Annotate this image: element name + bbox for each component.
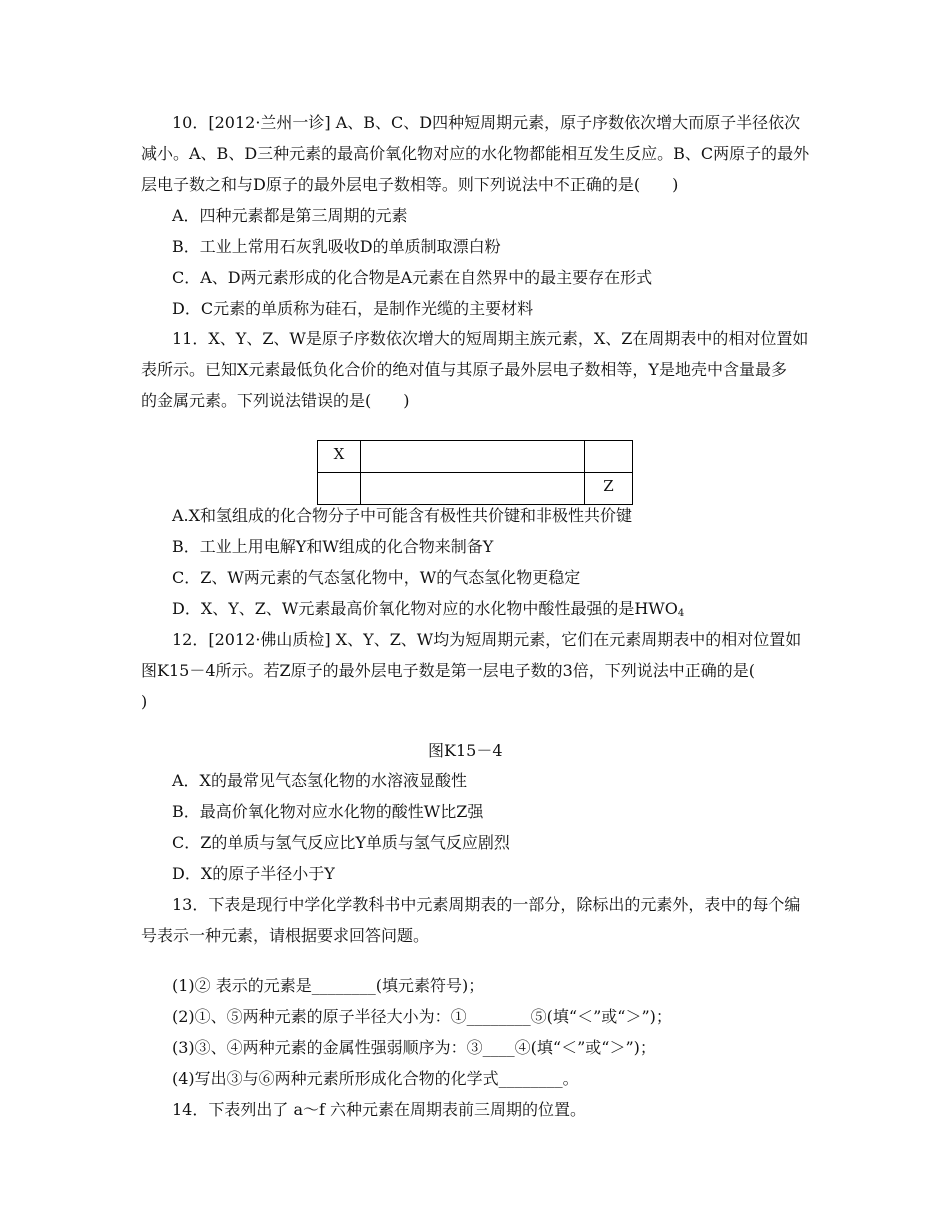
q13-stem-line-1: 13．下表是现行中学化学教科书中元素周期表的一部分，除标出的元素外，表中的每个编 bbox=[172, 895, 801, 914]
table-cell-z bbox=[585, 473, 633, 505]
table-cell-empty bbox=[318, 473, 361, 505]
q14-stem-line-1: 14．下表列出了 a～f 六种元素在周期表前三周期的位置。 bbox=[172, 1100, 586, 1119]
table-cell-empty bbox=[361, 473, 585, 505]
q11-option-d-text: D．X、Y、Z、W元素最高价氧化物对应的水化物中酸性最强的是HWO bbox=[172, 599, 678, 618]
q13-item-1: (1)② 表示的元素是________(填元素符号)； bbox=[172, 976, 485, 995]
q11-option-a: A.X和氢组成的化合物分子中可能含有极性共价键和非极性共价键 bbox=[172, 506, 633, 525]
q13-item-3: (3)③、④两种元素的金属性强弱顺序为：③____④(填“＜”或“＞”)； bbox=[172, 1038, 656, 1057]
q10-option-d: D．C元素的单质称为硅石，是制作光缆的主要材料 bbox=[172, 299, 534, 318]
figure-caption: 图K15－4 bbox=[428, 741, 503, 760]
q11-option-c: C．Z、W两元素的气态氢化物中，W的气态氢化物更稳定 bbox=[172, 568, 581, 587]
cell-label-x: X bbox=[333, 445, 345, 463]
q11-stem-line-1: 11．X、Y、Z、W是原子序数依次增大的短周期主族元素，X、Z在周期表中的相对位置如 bbox=[172, 329, 809, 348]
periodic-position-table bbox=[317, 440, 633, 505]
q12-stem-line-3: ) bbox=[141, 692, 148, 711]
q10-option-b: B．工业上常用石灰乳吸收D的单质制取漂白粉 bbox=[172, 237, 501, 256]
q12-option-d: D．X的原子半径小于Y bbox=[172, 864, 335, 883]
q10-stem-line-1: 10．[2012·兰州一诊] A、B、C、D四种短周期元素，原子序数依次增大而原子半径依次 bbox=[172, 113, 801, 132]
q10-stem-line-3: 层电子数之和与D原子的最外层电子数相等。则下列说法中不正确的是( ) bbox=[141, 175, 679, 194]
q11-stem-line-3: 的金属元素。下列说法错误的是( ) bbox=[141, 391, 410, 410]
table-cell-x bbox=[318, 441, 361, 473]
q11-option-d-subscript: 4 bbox=[677, 608, 685, 619]
q12-option-c: C．Z的单质与氢气反应比Y单质与氢气反应剧烈 bbox=[172, 833, 510, 852]
cell-label-z: Z bbox=[603, 477, 614, 495]
q11-option-b: B．工业上用电解Y和W组成的化合物来制备Y bbox=[172, 537, 494, 556]
q10-stem-line-2: 减小。A、B、D三种元素的最高价氧化物对应的水化物都能相互发生反应。B、C两原子的最外 bbox=[141, 144, 810, 163]
q12-option-a: A．X的最常见气态氢化物的水溶液显酸性 bbox=[172, 771, 467, 790]
q11-stem-line-2: 表所示。已知X元素最低负化合价的绝对值与其原子最外层电子数相等，Y是地壳中含量最多 bbox=[141, 360, 787, 379]
q13-item-2: (2)①、⑤两种元素的原子半径大小为：①________⑤(填“＜”或“＞”)； bbox=[172, 1007, 672, 1026]
table-cell-empty bbox=[361, 441, 585, 473]
q10-option-c: C．A、D两元素形成的化合物是A元素在自然界中的最主要存在形式 bbox=[172, 268, 653, 287]
q13-item-4: (4)写出③与⑥两种元素所形成化合物的化学式________。 bbox=[172, 1069, 579, 1088]
q12-stem-line-2: 图K15－4所示。若Z原子的最外层电子数是第一层电子数的3倍，下列说法中正确的是( bbox=[141, 661, 756, 680]
q12-option-b: B．最高价氧化物对应水化物的酸性W比Z强 bbox=[172, 802, 484, 821]
q13-stem-line-2: 号表示一种元素，请根据要求回答问题。 bbox=[141, 926, 430, 945]
q10-option-a: A．四种元素都是第三周期的元素 bbox=[172, 206, 408, 225]
table-cell-empty bbox=[585, 441, 633, 473]
q12-stem-line-1: 12．[2012·佛山质检] X、Y、Z、W均为短周期元素，它们在元素周期表中的相对位置如 bbox=[172, 630, 802, 649]
q11-option-d bbox=[172, 598, 684, 625]
